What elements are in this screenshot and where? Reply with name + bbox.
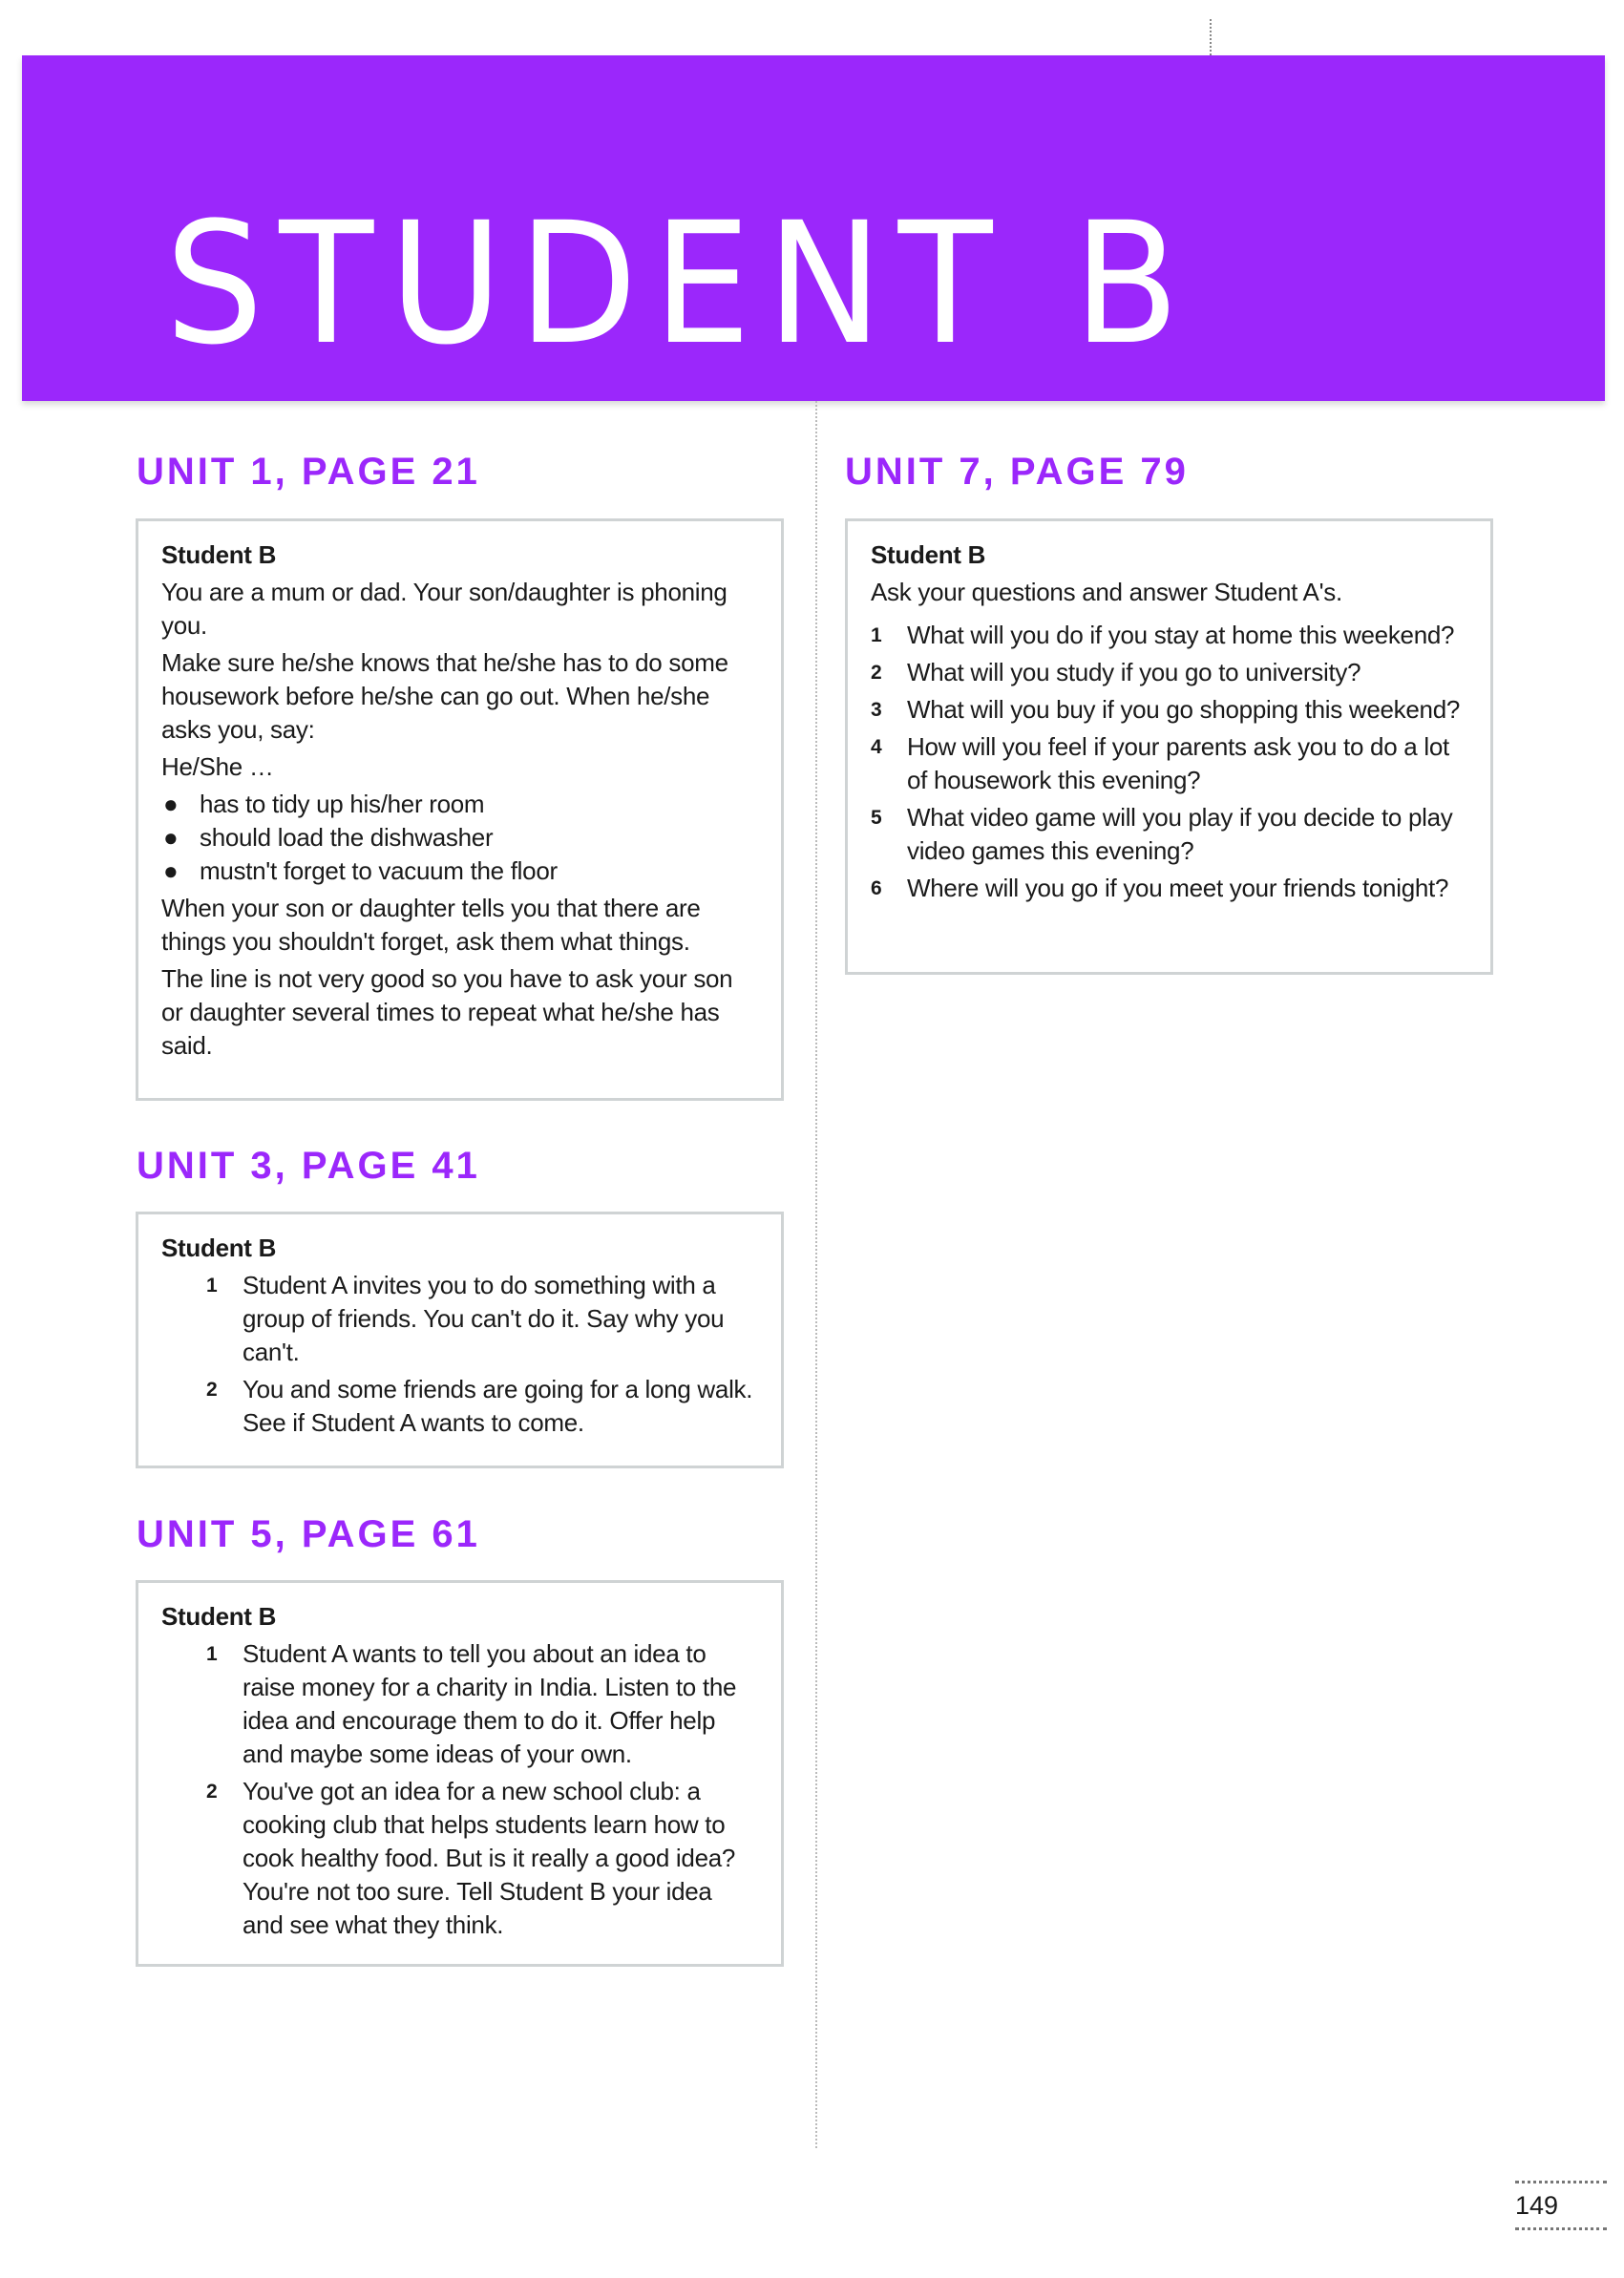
numbered-item: 6 Where will you go if you meet your friends tonight? — [871, 874, 1449, 902]
activity-box-unit-1 — [136, 518, 784, 1101]
paragraph: You are a mum or dad. Your son/daughter is phoning you. — [161, 578, 728, 640]
paragraph: When your son or daughter tells you that there are things you shouldn't forget, ask them what things. — [161, 894, 701, 956]
paragraph: He/She … — [161, 752, 274, 781]
paragraph: Ask your questions and answer Student A's. — [871, 578, 1342, 606]
role-label: Student B — [161, 1234, 277, 1262]
role-label: Student B — [871, 540, 986, 569]
numbered-item: 3 What will you buy if you go shopping this weekend? — [871, 695, 1461, 724]
bullet-item: ● has to tidy up his/her room — [163, 790, 485, 818]
section-heading: UNIT 1, PAGE 21 — [137, 451, 480, 493]
section-heading: UNIT 3, PAGE 41 — [137, 1145, 480, 1187]
numbered-item: 2 You've got an idea for a new school club: a cooking club that helps students learn how to cook healthy food. But is it really a good idea? You're not too sure. Tell Student B your idea and see what they think. — [206, 1777, 736, 1939]
section-heading: UNIT 5, PAGE 61 — [137, 1513, 480, 1555]
title-banner — [22, 55, 1605, 401]
role-label: Student B — [161, 540, 277, 569]
activity-box-unit-5 — [136, 1580, 784, 1967]
numbered-item: 1 What will you do if you stay at home this weekend? — [871, 621, 1455, 649]
page-title: STUDENT B — [165, 186, 1195, 382]
bullet-item: ● mustn't forget to vacuum the floor — [163, 856, 558, 885]
page-number: 149 — [1515, 2181, 1607, 2230]
activity-box-unit-3 — [136, 1212, 784, 1468]
paragraph: Make sure he/she knows that he/she has to do some housework before he/she can go out. When he/she asks you, say: — [161, 648, 728, 744]
section-heading: UNIT 7, PAGE 79 — [845, 451, 1189, 493]
numbered-item: 1 Student A invites you to do something with a group of friends. You can't do it. Say why you can't. — [206, 1271, 725, 1366]
numbered-item: 2 You and some friends are going for a long walk. See if Student A wants to come. — [206, 1375, 753, 1437]
paragraph: The line is not very good so you have to ask your son or daughter several times to repeat what he/she has said. — [161, 964, 733, 1060]
activity-box-unit-7 — [845, 518, 1493, 975]
bullet-item: ● should load the dishwasher — [163, 823, 494, 852]
numbered-item: 2 What will you study if you go to university? — [871, 658, 1361, 686]
crop-mark — [1210, 19, 1212, 55]
numbered-item: 4 How will you feel if your parents ask you to do a lot of housework this evening? — [871, 732, 1449, 794]
column-divider — [815, 401, 817, 2148]
numbered-item: 1 Student A wants to tell you about an idea to raise money for a charity in India. Listen to the idea and encourage them to do it. Offer help and maybe some ideas of your own. — [206, 1639, 737, 1768]
numbered-item: 5 What video game will you play if you decide to play video games this evening? — [871, 803, 1453, 865]
role-label: Student B — [161, 1602, 277, 1631]
